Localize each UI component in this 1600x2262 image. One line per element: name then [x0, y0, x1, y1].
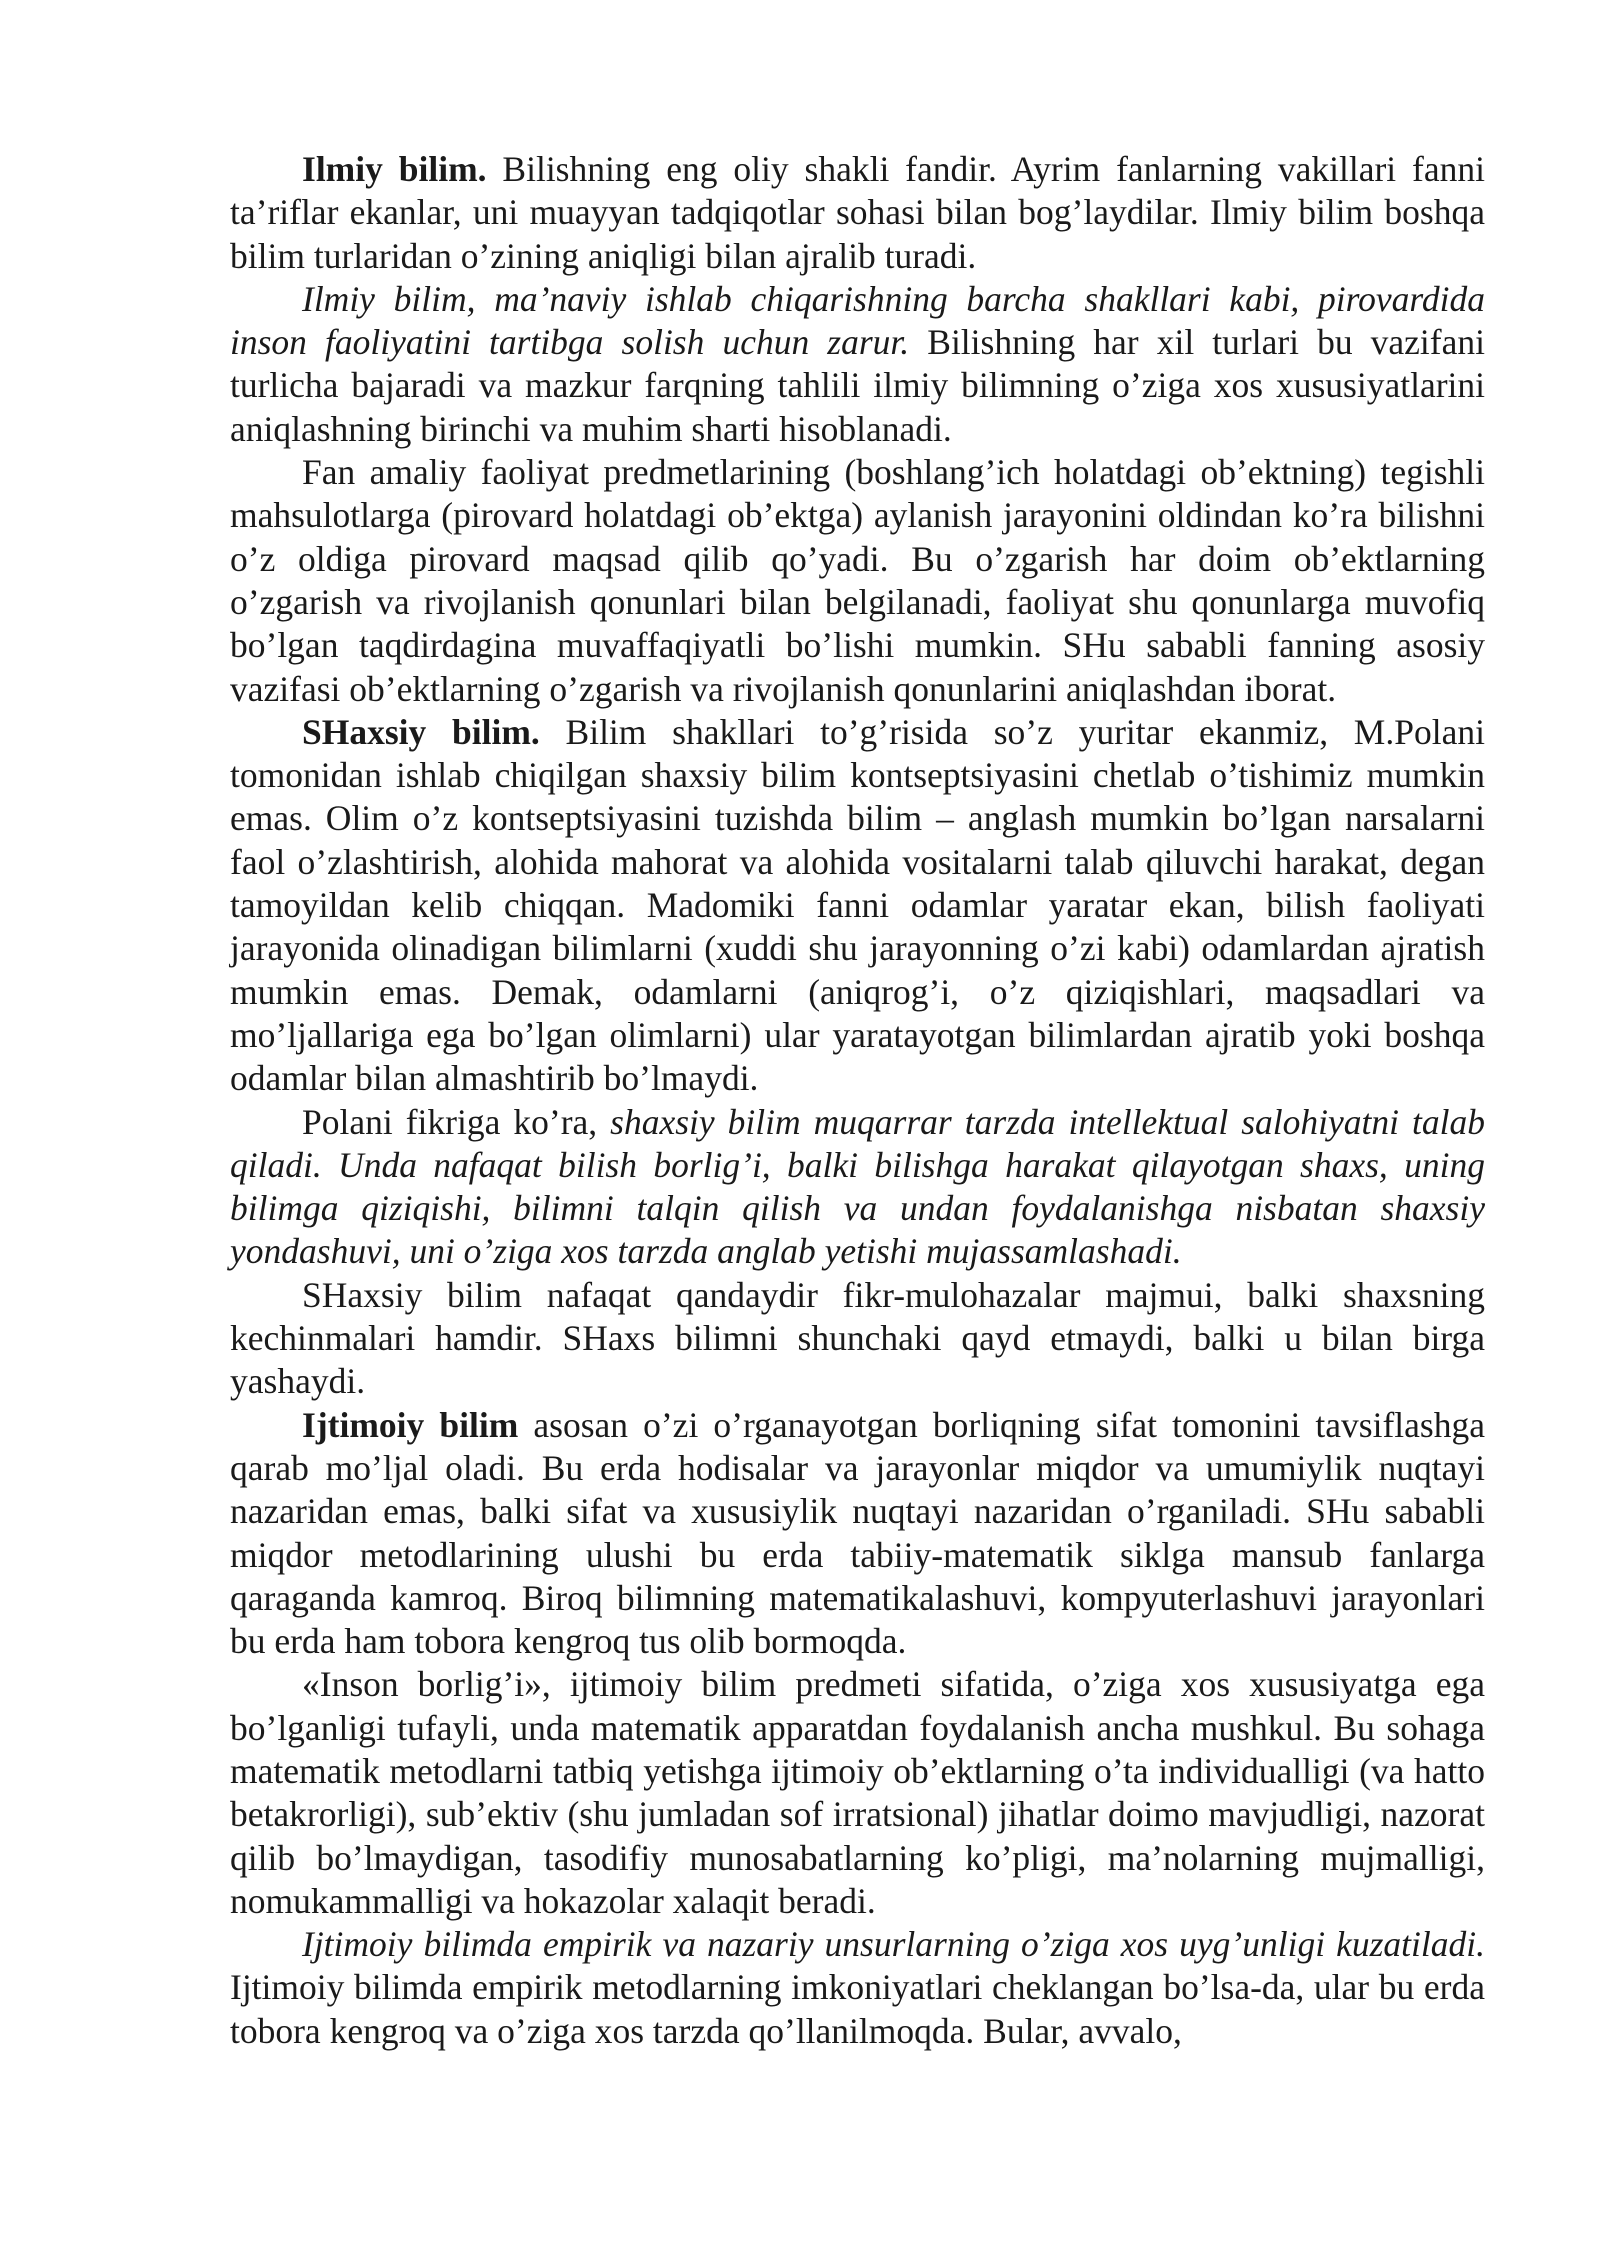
body-text: «Inson borlig’i», ijtimoiy bilim predmeti sifatida, o’ziga xos xususiyatga ega bo’lganligi tufayli, unda matematik apparatdan foydalanish ancha mushkul. Bu sohaga matematik metodlarni tatbiq yetishga ijtimoiy ob’ektlarning o’ta individualligi (va hatto betakrorligi), sub’ektiv (shu jumladan sof irratsional) jihatlar doimo mavjudligi, nazorat qilib bo’lmaydigan, tasodifiy munosabatlarning ko’pligi, ma’nolarning mujmalligi, nomukammalligi va hokazolar xalaqit beradi. — [230, 1664, 1485, 1921]
term-heading: SHaxsiy bilim. — [302, 711, 540, 752]
paragraph-empirik-nazariy — [230, 1923, 1485, 2053]
paragraph-inson-borligi — [230, 1663, 1485, 1923]
document-page — [230, 148, 1485, 2053]
body-text: Bilishning har xil turlari bu vazifani turlicha bajaradi va mazkur farqning tahlili ilmiy bilimning o’ziga xos xususiyatlarini aniqlashning birinchi va muhim sharti hisoblanadi. — [230, 322, 1485, 449]
term-heading: Ijtimoiy bilim — [302, 1404, 519, 1445]
term-heading: Ilmiy bilim. — [302, 149, 487, 189]
paragraph-fan-amaliy — [230, 451, 1485, 711]
body-text: Fan amaliy faoliyat predmetlarining (boshlang’ich holatdagi ob’ektning) tegishli mahsulotlarga (pirovard holatdagi ob’ektga) aylanish jarayonini oldindan ko’ra bilishni o’z oldiga pirovard maqsad qilib qo’yadi. Bu o’zgarish har doim ob’ektlarning o’zgarish va rivojlanish qonunlari bilan belgilanadi, faoliyat shu qonunlarga muvofiq bo’lgan taqdirdagina muvaffaqiyatli bo’lishi mumkin. SHu sababli fanning asosiy vazifasi ob’ektlarning o’zgarish va rivojlanish qonunlarini aniqlashdan iborat. — [230, 452, 1485, 709]
paragraph-shaxsiy-kechinma — [230, 1274, 1485, 1404]
body-text: Ijtimoiy bilimda empirik metodlarning imkoniyatlari cheklangan bo’lsa-da, ular bu erda tobora kengroq va o’ziga xos tarzda qo’llanilmoqda. Bular, avvalo, — [230, 1967, 1485, 2051]
emphasis-text: shaxsiy bilim muqarrar tarzda intellektual salohiyatni talab qiladi. Unda nafaqat bilish borlig’i, balki bilishga harakat qilayotgan shaxs, uning bilimga qiziqishi, bilimni talqin qilish va undan foydalanishga nisbatan shaxsiy yondashuvi, uni o’ziga xos tarzda anglab yetishi mujassamlashadi. — [230, 1101, 1485, 1272]
paragraph-ilmiy-bilim-purpose — [230, 278, 1485, 451]
paragraph-ijtimoiy-bilim — [230, 1404, 1485, 1664]
paragraph-ilmiy-bilim — [230, 148, 1485, 278]
body-text: Bilim shakllari to’g’risida so’z yuritar ekanmiz, M.Polani tomonidan ishlab chiqilgan shaxsiy bilim kontseptsiyasini chetlab o’tishimiz mumkin emas. Olim o’z kontseptsiyasini tuzishda bilim – anglash mumkin bo’lgan narsalarni faol o’zlashtirish, alohida mahorat va alohida vositalarni talab qiluvchi harakat, degan tamoyildan kelib chiqqan. Madomiki fanni odamlar yaratar ekan, bilish faoliyati jarayonida olinadigan bilimlarni (xuddi shu jarayonning o’zi kabi) odamlardan ajratish mumkin emas. Demak, odamlarni (aniqrog’i, o’z qiziqishlari, maqsadlari va mo’ljallariga ega bo’lgan olimlarni) ular yaratayotgan bilimlardan ajratib yoki boshqa odamlar bilan almashtirib bo’lmaydi. — [230, 711, 1485, 1099]
emphasis-text: Ijtimoiy bilimda empirik va nazariy unsurlarning o’ziga xos uyg’unligi kuzatiladi. — [302, 1924, 1485, 1965]
emphasis-text: Ilmiy bilim, ma’naviy ishlab chiqarishning barcha shakllari kabi, pirovardida inson faoliyatini tartibga solish uchun zarur. — [230, 278, 1485, 363]
paragraph-shaxsiy-bilim — [230, 711, 1485, 1101]
body-text: SHaxsiy bilim nafaqat qandaydir fikr-mulohazalar majmui, balki shaxsning kechinmalari hamdir. SHaxs bilimni shunchaki qayd etmaydi, balki u bilan birga yashaydi. — [230, 1274, 1485, 1402]
body-text: Bilishning eng oliy shakli fandir. Ayrim fanlarning vakillari fanni ta’riflar ekanlar, uni muayyan tadqiqotlar sohasi bilan bog’laydilar. Ilmiy bilim boshqa bilim turlaridan o’zining aniqligi bilan ajralib turadi. — [230, 149, 1485, 276]
body-text: asosan o’zi o’rganayotgan borliqning sifat tomonini tavsiflashga qarab mo’ljal oladi. Bu erda hodisalar va jarayonlar miqdor va umumiylik nuqtayi nazaridan emas, balki sifat va xususiylik nuqtayi nazaridan o’rganiladi. SHu sababli miqdor metodlarining ulushi bu erda tabiiy-matematik siklga mansub fanlarga qaraganda kamroq. Biroq bilimning matematikalashuvi, kompyuterlashuvi jarayonlari bu erda ham tobora kengroq tus olib bormoqda. — [230, 1404, 1485, 1662]
body-text: Polani fikriga ko’ra, — [302, 1101, 598, 1142]
paragraph-polani — [230, 1101, 1485, 1274]
